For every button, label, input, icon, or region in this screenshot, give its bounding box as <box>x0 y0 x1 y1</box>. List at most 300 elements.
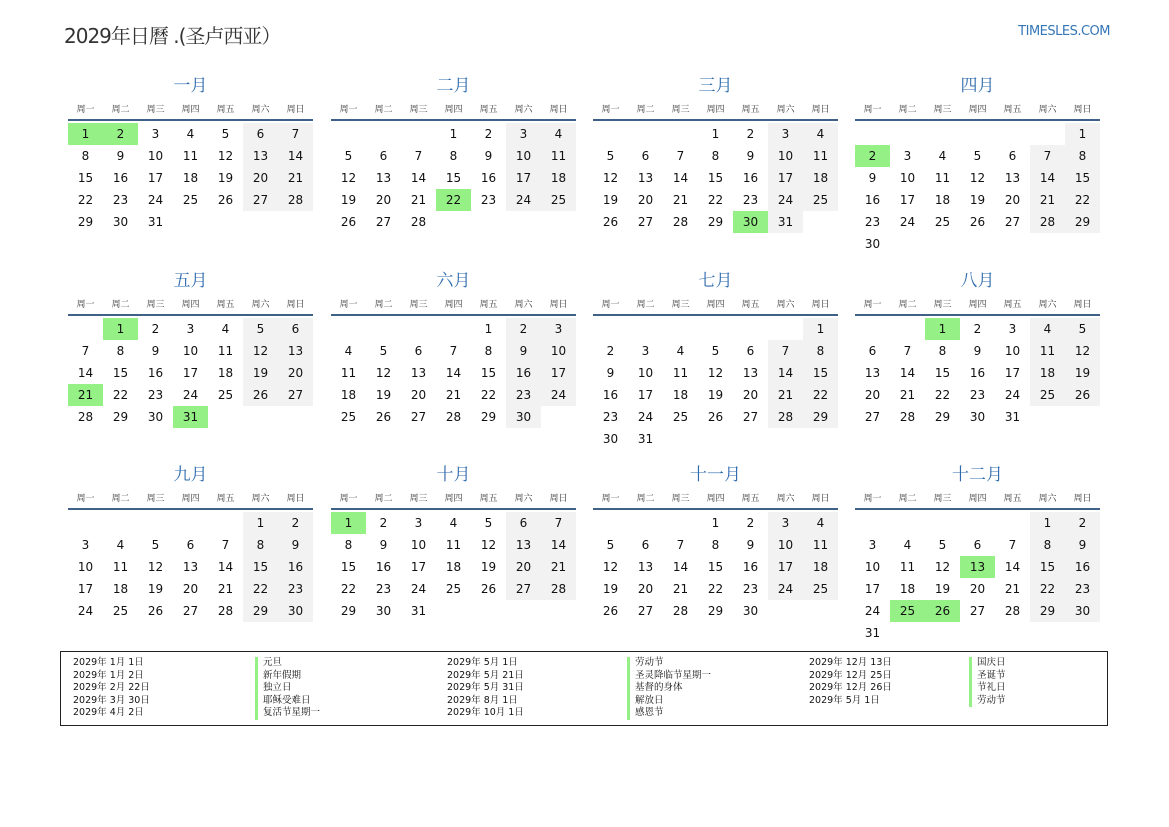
holiday-date: 2029年 5月 1日 <box>447 657 518 668</box>
weekday-label: 周二 <box>374 494 393 504</box>
day-cell: 13 <box>506 534 541 556</box>
day-cell: 17 <box>77 582 94 596</box>
holiday-name-column <box>969 657 1137 707</box>
weekday-label: 周二 <box>898 300 917 310</box>
day-cell: 13 <box>375 171 392 185</box>
day-cell: 10 <box>768 145 803 167</box>
holiday-date: 2029年 5月 1日 <box>809 694 880 706</box>
day-cell: 19 <box>340 193 357 207</box>
day-cell: 5 <box>221 127 230 141</box>
day-cell: 8 <box>344 538 353 552</box>
day-cell: 10 <box>506 145 541 167</box>
day-cell: 5 <box>606 538 615 552</box>
day-cell: 22 <box>480 388 497 402</box>
day-cell: 4 <box>221 322 230 336</box>
day-cell: 10 <box>410 538 427 552</box>
day-cell: 6 <box>243 123 278 145</box>
day-cell: 1 <box>1030 512 1065 534</box>
day-cell: 14 <box>541 534 576 556</box>
holiday-list <box>60 651 1108 726</box>
holiday-day-cell: 2 <box>855 145 890 167</box>
day-cell: 19 <box>147 582 164 596</box>
holiday-name: 基督的身体 <box>635 682 683 694</box>
day-cell: 1 <box>803 318 838 340</box>
day-cell: 23 <box>969 388 986 402</box>
day-cell: 3 <box>768 512 803 534</box>
day-cell: 28 <box>1004 604 1021 618</box>
day-cell: 14 <box>672 560 689 574</box>
empty-cell <box>663 512 698 534</box>
day-cell: 19 <box>1065 362 1100 384</box>
empty-cell <box>890 318 925 340</box>
weekday-label: 周四 <box>968 300 987 310</box>
weekday-label: 周日 <box>286 105 305 115</box>
holiday-name: 圣诞节 <box>977 669 1006 681</box>
day-cell: 12 <box>217 149 234 163</box>
day-cell: 2 <box>746 516 755 530</box>
day-cell: 8 <box>711 149 720 163</box>
day-cell: 28 <box>672 604 689 618</box>
holiday-day-cell: 1 <box>331 512 366 534</box>
day-cell: 6 <box>278 318 313 340</box>
day-cell: 25 <box>803 578 838 600</box>
day-grid <box>855 123 1100 255</box>
day-cell: 8 <box>711 538 720 552</box>
day-cell: 25 <box>112 604 129 618</box>
day-cell: 13 <box>243 145 278 167</box>
month-title: 四月 <box>960 76 995 96</box>
day-cell: 20 <box>864 388 881 402</box>
day-cell: 9 <box>606 366 615 380</box>
day-cell: 20 <box>375 193 392 207</box>
day-cell: 25 <box>803 189 838 211</box>
holiday-date-column <box>809 657 979 707</box>
day-cell: 15 <box>803 362 838 384</box>
day-cell: 16 <box>112 171 129 185</box>
day-cell: 7 <box>903 344 912 358</box>
empty-cell <box>663 318 698 340</box>
holiday-name: 国庆日 <box>977 657 1006 668</box>
day-cell: 11 <box>803 534 838 556</box>
day-cell: 10 <box>147 149 164 163</box>
day-cell: 31 <box>410 604 427 618</box>
day-cell: 17 <box>768 167 803 189</box>
day-cell: 14 <box>410 171 427 185</box>
holiday-day-cell: 1 <box>925 318 960 340</box>
empty-cell <box>768 318 803 340</box>
weekday-label: 周五 <box>1003 494 1022 504</box>
weekday-label: 周五 <box>216 105 235 115</box>
day-cell: 11 <box>182 149 199 163</box>
month-title: 五月 <box>173 271 208 291</box>
weekday-header <box>855 297 1100 316</box>
day-cell: 10 <box>768 534 803 556</box>
day-cell: 19 <box>969 193 986 207</box>
day-cell: 11 <box>445 538 462 552</box>
weekday-label: 周四 <box>181 105 200 115</box>
day-cell: 5 <box>243 318 278 340</box>
weekday-label: 周六 <box>514 105 533 115</box>
day-cell: 21 <box>445 388 462 402</box>
day-cell: 15 <box>934 366 951 380</box>
day-cell: 16 <box>278 556 313 578</box>
day-cell: 3 <box>868 538 877 552</box>
weekday-label: 周一 <box>76 300 95 310</box>
holiday-name: 圣灵降临节星期一 <box>635 669 712 681</box>
day-cell: 20 <box>637 582 654 596</box>
weekday-label: 周六 <box>1038 300 1057 310</box>
day-cell: 20 <box>969 582 986 596</box>
day-cell: 6 <box>506 512 541 534</box>
holiday-day-cell: 2 <box>103 123 138 145</box>
holiday-name: 独立日 <box>263 682 292 694</box>
weekday-label: 周日 <box>1073 105 1092 115</box>
day-cell: 26 <box>480 582 497 596</box>
day-cell: 23 <box>147 388 164 402</box>
day-cell: 3 <box>506 123 541 145</box>
weekday-label: 周四 <box>706 494 725 504</box>
empty-cell <box>331 123 366 145</box>
day-cell: 29 <box>340 604 357 618</box>
weekday-header <box>331 491 576 510</box>
day-cell: 2 <box>973 322 982 336</box>
day-cell: 16 <box>602 388 619 402</box>
holiday-name: 解放日 <box>635 694 664 706</box>
day-cell: 27 <box>637 215 654 229</box>
day-cell: 18 <box>803 556 838 578</box>
day-cell: 14 <box>1030 167 1065 189</box>
weekday-label: 周三 <box>409 494 428 504</box>
day-cell: 28 <box>541 578 576 600</box>
weekday-label: 周六 <box>251 105 270 115</box>
weekday-label: 周六 <box>776 300 795 310</box>
empty-cell <box>593 512 628 534</box>
day-cell: 3 <box>903 149 912 163</box>
day-cell: 4 <box>116 538 125 552</box>
day-cell: 20 <box>637 193 654 207</box>
weekday-label: 周四 <box>181 494 200 504</box>
weekday-header <box>855 102 1100 121</box>
day-grid <box>593 123 838 233</box>
day-cell: 9 <box>1065 534 1100 556</box>
weekday-label: 周日 <box>811 105 830 115</box>
day-cell: 18 <box>112 582 129 596</box>
day-cell: 11 <box>217 344 234 358</box>
day-cell: 8 <box>116 344 125 358</box>
day-cell: 5 <box>973 149 982 163</box>
weekday-label: 周二 <box>636 300 655 310</box>
day-cell: 25 <box>672 410 689 424</box>
empty-cell <box>401 123 436 145</box>
day-cell: 3 <box>151 127 160 141</box>
day-cell: 4 <box>541 123 576 145</box>
weekday-label: 周四 <box>444 300 463 310</box>
day-cell: 9 <box>379 538 388 552</box>
day-cell: 20 <box>278 362 313 384</box>
holiday-day-cell: 22 <box>436 189 471 211</box>
weekday-label: 周四 <box>706 300 725 310</box>
holiday-date: 2029年 12月 26日 <box>809 682 892 694</box>
day-cell: 10 <box>864 560 881 574</box>
day-cell: 31 <box>768 211 803 233</box>
empty-cell <box>890 512 925 534</box>
day-cell: 19 <box>934 582 951 596</box>
day-cell: 18 <box>934 193 951 207</box>
day-cell: 5 <box>711 344 720 358</box>
day-cell: 10 <box>77 560 94 574</box>
holiday-date: 2029年 4月 2日 <box>73 707 144 719</box>
day-cell: 12 <box>243 340 278 362</box>
day-cell: 20 <box>243 167 278 189</box>
day-cell: 28 <box>672 215 689 229</box>
day-cell: 26 <box>707 410 724 424</box>
weekday-label: 周六 <box>776 105 795 115</box>
weekday-label: 周五 <box>741 105 760 115</box>
day-cell: 8 <box>243 534 278 556</box>
month-6 <box>331 270 576 428</box>
day-cell: 23 <box>602 410 619 424</box>
day-cell: 17 <box>147 171 164 185</box>
day-cell: 25 <box>182 193 199 207</box>
day-cell: 6 <box>1008 149 1017 163</box>
day-grid <box>855 318 1100 428</box>
weekday-label: 周二 <box>111 494 130 504</box>
day-cell: 21 <box>899 388 916 402</box>
day-cell: 19 <box>243 362 278 384</box>
weekday-label: 周五 <box>479 300 498 310</box>
day-cell: 27 <box>864 410 881 424</box>
weekday-label: 周五 <box>741 300 760 310</box>
weekday-header <box>593 102 838 121</box>
day-cell: 30 <box>864 237 881 251</box>
month-title: 十一月 <box>690 465 741 485</box>
day-cell: 26 <box>1065 384 1100 406</box>
empty-cell <box>68 512 103 534</box>
day-cell: 24 <box>410 582 427 596</box>
day-cell: 13 <box>742 366 759 380</box>
month-1 <box>68 75 313 233</box>
day-cell: 5 <box>484 516 493 530</box>
day-grid <box>68 512 313 622</box>
day-cell: 22 <box>77 193 94 207</box>
day-cell: 8 <box>81 149 90 163</box>
empty-cell <box>436 318 471 340</box>
day-cell: 14 <box>445 366 462 380</box>
day-cell: 3 <box>768 123 803 145</box>
day-cell: 20 <box>1004 193 1021 207</box>
month-title: 一月 <box>173 76 208 96</box>
weekday-label: 周三 <box>409 300 428 310</box>
month-title: 十二月 <box>952 465 1003 485</box>
day-cell: 1 <box>711 127 720 141</box>
month-9 <box>68 464 313 622</box>
day-cell: 25 <box>1030 384 1065 406</box>
day-cell: 15 <box>243 556 278 578</box>
empty-cell <box>401 318 436 340</box>
day-cell: 11 <box>934 171 951 185</box>
holiday-date: 2029年 3月 30日 <box>73 694 150 706</box>
weekday-label: 周日 <box>1073 494 1092 504</box>
holiday-name: 耶稣受难日 <box>263 694 311 706</box>
day-cell: 24 <box>899 215 916 229</box>
day-cell: 28 <box>768 406 803 428</box>
day-cell: 23 <box>742 193 759 207</box>
day-cell: 13 <box>637 560 654 574</box>
day-cell: 2 <box>379 516 388 530</box>
day-cell: 14 <box>77 366 94 380</box>
empty-cell <box>366 318 401 340</box>
day-cell: 26 <box>147 604 164 618</box>
weekday-label: 周日 <box>549 105 568 115</box>
day-cell: 23 <box>278 578 313 600</box>
weekday-label: 周二 <box>374 105 393 115</box>
day-cell: 12 <box>375 366 392 380</box>
day-cell: 27 <box>506 578 541 600</box>
day-cell: 24 <box>506 189 541 211</box>
weekday-label: 周四 <box>968 105 987 115</box>
day-cell: 21 <box>278 167 313 189</box>
day-cell: 12 <box>480 538 497 552</box>
day-cell: 3 <box>81 538 90 552</box>
day-cell: 6 <box>414 344 423 358</box>
day-cell: 7 <box>676 149 685 163</box>
day-cell: 4 <box>449 516 458 530</box>
day-cell: 8 <box>484 344 493 358</box>
day-cell: 22 <box>803 384 838 406</box>
day-cell: 7 <box>449 344 458 358</box>
empty-cell <box>366 123 401 145</box>
weekday-label: 周一 <box>863 494 882 504</box>
holiday-day-cell: 21 <box>68 384 103 406</box>
weekday-label: 周六 <box>514 300 533 310</box>
day-cell: 23 <box>1065 578 1100 600</box>
day-cell: 29 <box>707 215 724 229</box>
day-cell: 19 <box>602 582 619 596</box>
day-cell: 8 <box>938 344 947 358</box>
day-cell: 6 <box>641 149 650 163</box>
day-cell: 17 <box>864 582 881 596</box>
day-cell: 7 <box>1008 538 1017 552</box>
day-cell: 10 <box>182 344 199 358</box>
day-cell: 5 <box>344 149 353 163</box>
holiday-date-column <box>447 657 617 720</box>
day-cell: 29 <box>803 406 838 428</box>
day-cell: 4 <box>344 344 353 358</box>
month-title: 十月 <box>436 465 471 485</box>
day-cell: 30 <box>602 432 619 446</box>
day-cell: 20 <box>182 582 199 596</box>
day-cell: 16 <box>480 171 497 185</box>
day-cell: 9 <box>116 149 125 163</box>
day-cell: 25 <box>217 388 234 402</box>
day-cell: 12 <box>340 171 357 185</box>
day-cell: 30 <box>969 410 986 424</box>
day-cell: 28 <box>77 410 94 424</box>
day-cell: 24 <box>541 384 576 406</box>
day-cell: 9 <box>746 149 755 163</box>
day-cell: 19 <box>602 193 619 207</box>
empty-cell <box>855 318 890 340</box>
day-cell: 31 <box>637 432 654 446</box>
day-cell: 14 <box>217 560 234 574</box>
day-cell: 4 <box>803 123 838 145</box>
day-cell: 29 <box>1065 211 1100 233</box>
day-cell: 25 <box>340 410 357 424</box>
day-cell: 28 <box>278 189 313 211</box>
weekday-label: 周四 <box>706 105 725 115</box>
day-cell: 21 <box>1004 582 1021 596</box>
weekday-label: 周一 <box>863 105 882 115</box>
day-cell: 11 <box>1030 340 1065 362</box>
holiday-name-column <box>255 657 423 720</box>
holiday-day-cell: 26 <box>925 600 960 622</box>
day-cell: 9 <box>868 171 877 185</box>
weekday-header <box>68 102 313 121</box>
empty-cell <box>138 512 173 534</box>
day-cell: 23 <box>864 215 881 229</box>
day-cell: 19 <box>217 171 234 185</box>
weekday-header <box>331 297 576 316</box>
weekday-header <box>68 297 313 316</box>
day-cell: 26 <box>602 604 619 618</box>
weekday-label: 周三 <box>146 300 165 310</box>
day-cell: 14 <box>768 362 803 384</box>
day-cell: 5 <box>938 538 947 552</box>
day-cell: 26 <box>602 215 619 229</box>
day-cell: 24 <box>147 193 164 207</box>
day-cell: 13 <box>410 366 427 380</box>
day-cell: 23 <box>375 582 392 596</box>
holiday-day-cell: 1 <box>103 318 138 340</box>
weekday-label: 周二 <box>898 494 917 504</box>
day-cell: 14 <box>672 171 689 185</box>
day-cell: 18 <box>1030 362 1065 384</box>
day-cell: 16 <box>1065 556 1100 578</box>
empty-cell <box>698 318 733 340</box>
day-cell: 29 <box>934 410 951 424</box>
day-cell: 5 <box>1065 318 1100 340</box>
month-title: 六月 <box>436 271 471 291</box>
day-cell: 5 <box>606 149 615 163</box>
holiday-date: 2029年 2月 22日 <box>73 682 150 694</box>
day-cell: 12 <box>707 366 724 380</box>
empty-cell <box>593 123 628 145</box>
holiday-name: 劳动节 <box>977 694 1006 706</box>
day-cell: 17 <box>541 362 576 384</box>
day-cell: 8 <box>803 340 838 362</box>
day-cell: 7 <box>541 512 576 534</box>
weekday-label: 周三 <box>671 300 690 310</box>
day-cell: 18 <box>803 167 838 189</box>
day-cell: 31 <box>147 215 164 229</box>
day-cell: 16 <box>742 171 759 185</box>
weekday-header <box>331 102 576 121</box>
brand-link[interactable]: TIMESLES.COM <box>1018 24 1110 39</box>
day-cell: 18 <box>672 388 689 402</box>
day-cell: 29 <box>243 600 278 622</box>
day-cell: 1 <box>449 127 458 141</box>
month-title: 七月 <box>698 271 733 291</box>
weekday-label: 周三 <box>146 494 165 504</box>
day-cell: 12 <box>147 560 164 574</box>
holiday-date: 2029年 5月 21日 <box>447 669 524 681</box>
day-cell: 13 <box>1004 171 1021 185</box>
day-cell: 23 <box>506 384 541 406</box>
day-cell: 4 <box>1030 318 1065 340</box>
day-cell: 22 <box>112 388 129 402</box>
empty-cell <box>103 512 138 534</box>
day-grid <box>331 512 576 622</box>
